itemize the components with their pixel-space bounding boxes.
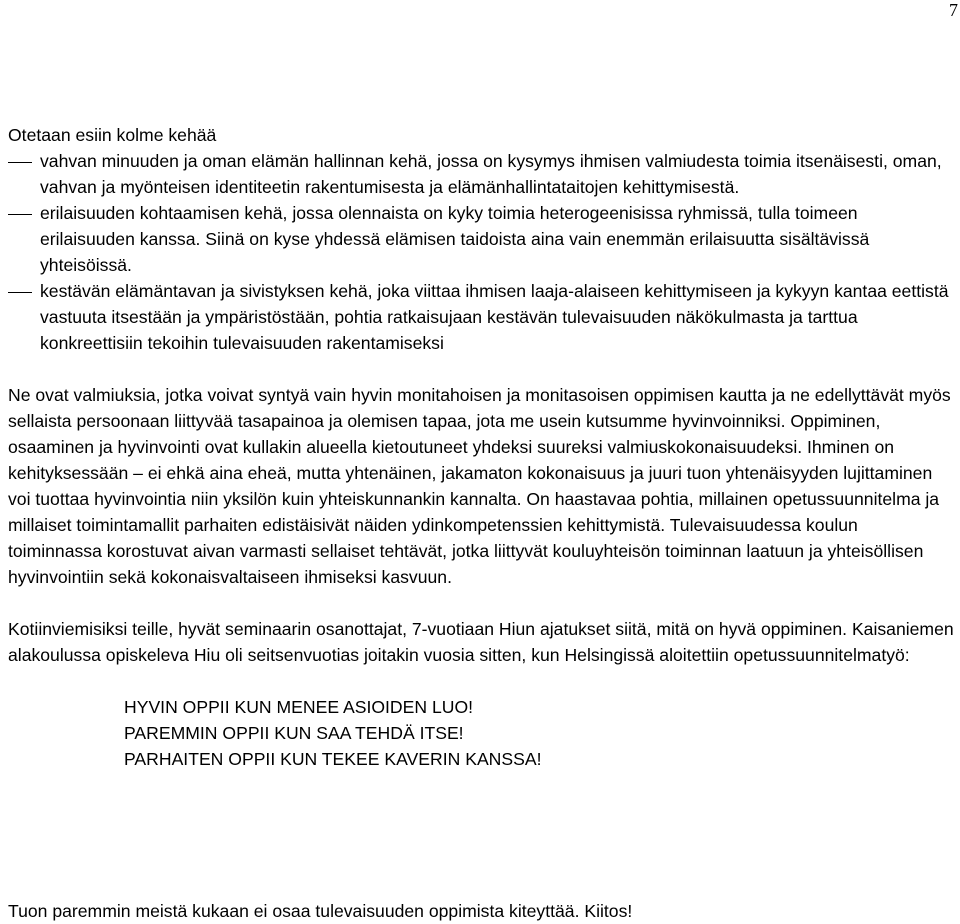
dash-bullet-icon <box>8 214 32 215</box>
dash-bullet-icon <box>8 162 32 163</box>
slogan-line: HYVIN OPPII KUN MENEE ASIOIDEN LUO! <box>124 697 474 717</box>
slogan-line: PARHAITEN OPPII KUN TEKEE KAVERIN KANSSA! <box>124 749 542 769</box>
list-item <box>8 148 956 200</box>
dash-bullet-icon <box>8 292 32 293</box>
bullet-list <box>8 148 956 356</box>
page-number: 7 <box>949 0 958 20</box>
list-item <box>8 278 956 356</box>
list-item-text: erilaisuuden kohtaamisen kehä, jossa olennaista on kyky toimia heterogeenisissa ryhmissä, tulla toimeen erilaisuuden kanssa. Siinä on kyse yhdessä elämisen taidoista aina vain enemmän erilaisuutta sisältävissä yhteisöissä. <box>40 203 870 275</box>
list-item <box>8 200 956 278</box>
slogan-line: PAREMMIN OPPII KUN SAA TEHDÄ ITSE! <box>124 723 464 743</box>
paragraph-competencies: Ne ovat valmiuksia, jotka voivat syntyä vain hyvin monitahoisen ja monitasoisen oppimisen kautta ja ne edellyttävät myös sellaista persoonaan liittyvää tasapainoa ja olemisen tapaa, jota me usein kutsumme hyvinvoinniksi. Oppiminen, osaaminen ja hyvinvointi ovat kullakin alueella kietoutuneet yhdeksi suureksi valmiuskokonaisuudeksi. Ihminen on kehityksessään – ei ehkä aina eheä, mutta yhtenäinen, jakamaton kokonaisuus ja juuri tuon yhtenäisyyden lujittaminen voi tuottaa hyvinvointia niin yksilön kuin yhteiskunnankin kannalta. On haastavaa pohtia, millainen opetussuunnitelma ja millaiset toimintamallit parhaiten edistäisivät näiden ydinkompetenssien kehittymistä. Tulevaisuudessa koulun toiminnassa korostuvat aivan varmasti sellaiset tehtävät, jotka liittyvät kouluyhteisön toiminnan laatuun ja yhteisöllisen hyvinvointiin sekä kokonaisvaltaiseen ihmiseksi kasvuun. <box>8 385 951 587</box>
paragraph-hiu: Kotiinviemisiksi teille, hyvät seminaarin osanottajat, 7-vuotiaan Hiun ajatukset siitä, mitä on hyvä oppiminen. Kaisaniemen alakoulussa opiskeleva Hiu oli seitsenvuotias joitakin vuosia sitten, kun Helsingissä aloitettiin opetussuunnitelmatyö: <box>8 619 954 665</box>
document-body <box>8 122 956 772</box>
intro-line: Otetaan esiin kolme kehää <box>8 125 217 145</box>
slogan-block <box>8 694 956 772</box>
list-item-text: vahvan minuuden ja oman elämän hallinnan kehä, jossa on kysymys ihmisen valmiudesta toimia itsenäisesti, oman, vahvan ja myönteisen identiteetin rakentumisesta ja elämänhallintataitojen kehittymisestä. <box>40 151 942 197</box>
closing-line: Tuon paremmin meistä kukaan ei osaa tulevaisuuden oppimista kiteyttää. Kiitos! <box>8 901 633 921</box>
list-item-text: kestävän elämäntavan ja sivistyksen kehä, joka viittaa ihmisen laaja-alaiseen kehittymiseen ja kykyyn kantaa eettistä vastuuta itsestään ja ympäristöstään, pohtia ratkaisujaan kestävän tulevaisuuden näkökulmasta ja tarttua konkreettisiin tekoihin tulevaisuuden rakentamiseksi <box>40 281 949 353</box>
